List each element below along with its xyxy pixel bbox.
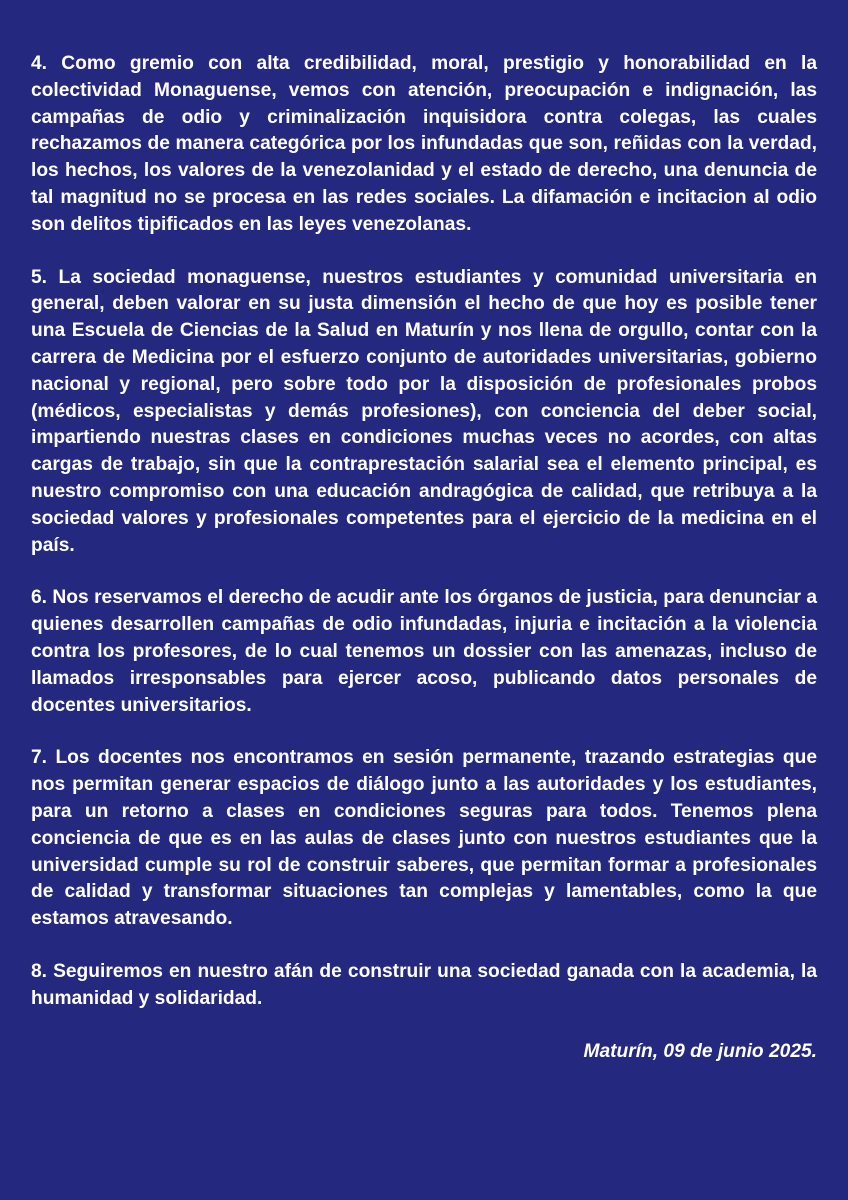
document-body — [31, 51, 817, 1065]
paragraph-6: 6. Nos reservamos el derecho de acudir ante los órganos de justicia, para denunciar a quienes desarrollen campañas de odio infundadas, injuria e incitación a la violencia contra los profesores, de lo cual tenemos un dossier con las amenazas, incluso de llamados irresponsables para ejercer acoso, publicando datos personales de docentes universitarios. — [31, 587, 817, 716]
paragraph-8: 8. Seguiremos en nuestro afán de construir una sociedad ganada con la academia, la humanidad y solidaridad. — [31, 960, 817, 1009]
paragraph-7: 7. Los docentes nos encontramos en sesión permanente, trazando estrategias que nos permitan generar espacios de diálogo junto a las autoridades y los estudiantes, para un retorno a clases en condiciones seguras para todos. Tenemos plena conciencia de que es en las aulas de clases junto con nuestros estudiantes que la universidad cumple su rol de construir saberes, que permitan formar a profesionales de calidad y transformar situaciones tan complejas y lamentables, como la que estamos atravesando. — [31, 747, 817, 930]
paragraph-4: 4. Como gremio con alta credibilidad, moral, prestigio y honorabilidad en la colectividad Monaguense, vemos con atención, preocupación e indignación, las campañas de odio y criminalización inquisidora contra colegas, las cuales rechazamos de manera categórica por los infundadas que son, reñidas con la verdad, los hechos, los valores de la venezolanidad y el estado de derecho, una denuncia de tal magnitud no se procesa en las redes sociales. La difamación e incitacion al odio son delitos tipificados en las leyes venezolanas. — [31, 53, 817, 235]
paragraph-5: 5. La sociedad monaguense, nuestros estudiantes y comunidad universitaria en general, deben valorar en su justa dimensión el hecho de que hoy es posible tener una Escuela de Ciencias de la Salud en Maturín y nos llena de orgullo, contar con la carrera de Medicina por el esfuerzo conjunto de autoridades universitarias, gobierno nacional y regional, pero sobre todo por la disposición de profesionales probos (médicos, especialistas y demás profesiones), con conciencia del deber social, impartiendo nuestras clases en condiciones muchas veces no acordes, con altas cargas de trabajo, sin que la contraprestación salarial sea el elemento principal, es nuestro compromiso con una educación andragógica de calidad, que retribuya a la sociedad valores y profesionales competentes para el ejercicio de la medicina en el país. — [31, 266, 817, 556]
date-signature: Maturín, 09 de junio 2025. — [583, 1040, 817, 1062]
